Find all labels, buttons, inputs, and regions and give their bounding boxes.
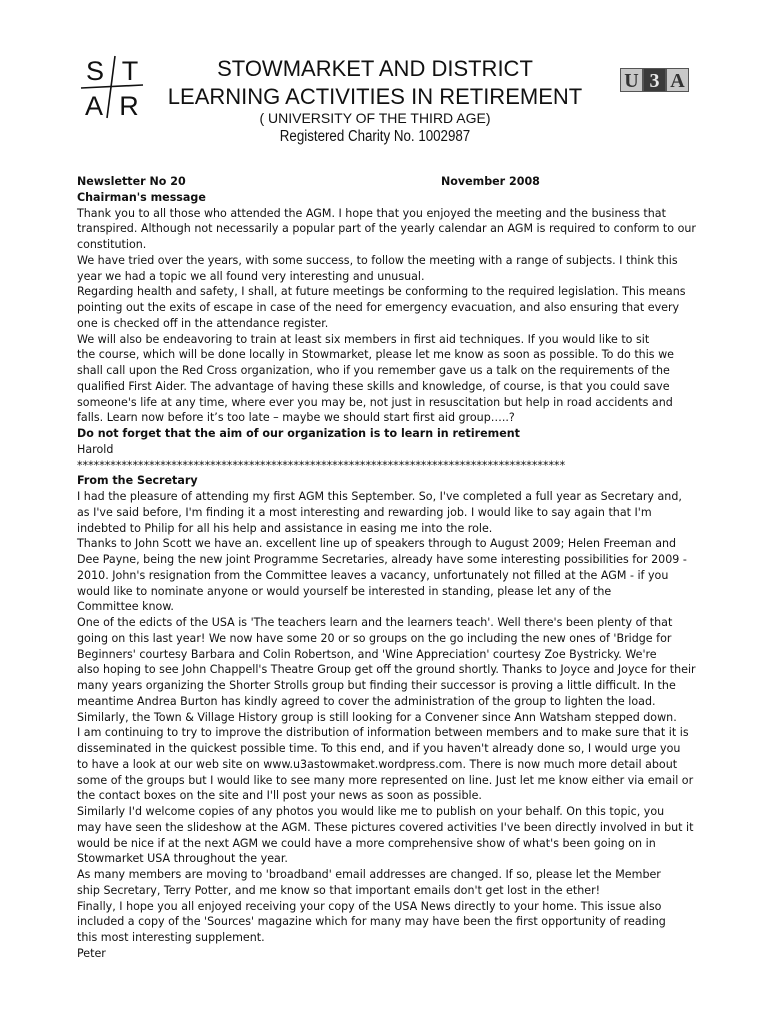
star-logo-graphic: [77, 52, 147, 122]
text-line: may have seen the slideshow at the AGM. These pictures covered activities I've been directly involved in but it: [77, 820, 694, 834]
text-line: one is checked off in the attendance register.: [77, 316, 329, 330]
badge-letter-a: A: [666, 68, 689, 92]
badge-letter-3: 3: [643, 68, 666, 92]
charity-number: Registered Charity No. 1002987: [279, 128, 471, 145]
badge-letter-u: U: [620, 68, 643, 92]
chairman-message: [77, 206, 702, 427]
text-line: Similarly, the Town & Village History group is still looking for a Convener since Ann Watsham stepped down.: [77, 710, 677, 724]
newsletter-meta: [77, 174, 702, 190]
text-line: this most interesting supplement.: [77, 931, 265, 944]
org-name: STOWMARKET AND DISTRICT: [217, 56, 533, 81]
text-line: the course, which will be done locally in Stowmarket, please let me know as soon as possible. To do this we: [77, 348, 674, 362]
text-line: falls. Learn now before it’s too late – maybe we should start first aid group…..?: [77, 411, 515, 425]
secretary-message: [77, 489, 702, 946]
text-line: also hoping to see John Chappell's Theatre Group get off the ground shortly. Thanks to Joyce and Joyce for their: [77, 663, 696, 677]
org-tagline: ( UNIVERSITY OF THE THIRD AGE): [259, 110, 491, 126]
text-line: included a copy of the 'Sources' magazine which for many may have been the first opportunity of reading: [77, 915, 666, 929]
text-line: Dee Payne, being the new joint Programme Secretaries, already have some interesting possibilities for 2009 -: [77, 553, 687, 566]
logo-letter-s: S: [85, 56, 105, 86]
text-line: disseminated in the quickest possible time. To this end, and if you haven't already done so, I would urge you: [77, 742, 681, 755]
chairman-signature: Harold: [77, 442, 114, 456]
text-line: 2010. John's resignation from the Committee leaves a vacancy, unfortunately not filled at the AGM - if you: [77, 568, 669, 582]
text-line: constitution.: [77, 238, 147, 251]
chairman-heading: Chairman's message: [77, 190, 206, 204]
text-line: Committee know.: [77, 600, 174, 614]
text-line: I am continuing to try to improve the distribution of information between members and to make sure that it is: [77, 726, 689, 740]
text-line: ship Secretary, Terry Potter, and me know so that important emails don't get lost in the ether!: [77, 883, 601, 897]
star-logo: [77, 52, 147, 122]
text-line: I had the pleasure of attending my first AGM this September. So, I've completed a full year as Secretary and,: [77, 490, 682, 503]
text-line: the contact boxes on the site and I'll post your news as soon as possible.: [77, 789, 482, 803]
text-line: going on this last year! We now have some 20 or so groups on the go including the new ones of 'Bridge for: [77, 631, 672, 645]
logo-letter-t: T: [121, 56, 139, 86]
text-line: to have a look at our web site on www.u3astowmaket.wordpress.com. There is now much more detail about: [77, 757, 678, 771]
text-line: Thanks to John Scott we have an. excellent line up of speakers through to August 2009; Helen Freeman and: [77, 537, 677, 551]
text-line: Similarly I'd welcome copies of any photos you would like me to publish on your behalf. On this topic, you: [77, 805, 665, 818]
text-line: As many members are moving to 'broadband' email addresses are changed. If so, please let the Member: [77, 868, 661, 881]
text-line: Regarding health and safety, I shall, at future meetings be conforming to the required legislation. This means: [77, 285, 686, 299]
text-line: year we had a topic we all found very interesting and unusual.: [77, 269, 425, 283]
text-line: shall call upon the Red Cross organization, who if you remember gave us a talk on the requirements of the: [77, 364, 670, 377]
text-line: One of the edicts of the USA is 'The teachers learn and the learners teach'. Well there's been plenty of that: [77, 616, 673, 629]
text-line: We have tried over the years, with some success, to follow the meeting with a range of subjects. I think this: [77, 253, 678, 267]
text-line: Thank you to all those who attended the AGM. I hope that you enjoyed the meeting and the business that: [77, 206, 666, 220]
text-line: would be nice if at the next AGM we could have a more comprehensive show of what's been going on in: [77, 836, 656, 850]
text-line: We will also be endeavoring to train at least six members in first aid techniques. If you would like to sit: [77, 332, 650, 346]
text-line: someone's life at any time, where ever you may be, not just in resuscitation but help in road accidents and: [77, 395, 673, 409]
u3a-badge: [620, 68, 689, 92]
section-divider: ****************************************************************************************: [77, 458, 566, 472]
newsletter-date: November 2008: [441, 175, 540, 188]
text-line: pointing out the exits of escape in case of the need for emergency evacuation, and also ensuring that every: [77, 301, 680, 314]
text-line: indebted to Philip for all his help and assistance in easing me into the role.: [77, 521, 493, 535]
text-line: many years organizing the Shorter Strolls group but finding their successor is proving a little difficult. In the: [77, 679, 676, 692]
newsletter-number: Newsletter No 20: [77, 175, 186, 188]
text-line: some of the groups but I would like to see many more represented on line. Just let me know either via email or: [77, 773, 694, 787]
text-line: as I've said before, I'm finding it a most interesting and rewarding job. I would like to say again that I'm: [77, 505, 652, 519]
secretary-heading: From the Secretary: [77, 474, 198, 488]
logo-letter-r: R: [119, 91, 139, 121]
text-line: Finally, I hope you all enjoyed receiving your copy of the USA News directly to your home. This issue also: [77, 899, 662, 913]
text-line: Beginners' courtesy Barbara and Colin Robertson, and 'Wine Appreciation' courtesy Zoe Bystricky. We're: [77, 647, 657, 661]
newsletter-body: [77, 174, 702, 962]
logo-letter-a: A: [84, 91, 104, 121]
text-line: Stowmarket USA throughout the year.: [77, 852, 288, 866]
text-line: would like to nominate anyone or would yourself be interested in standing, please let any of the: [77, 584, 612, 598]
chairman-emphasis: Do not forget that the aim of our organization is to learn in retirement: [77, 427, 520, 440]
text-line: transpired. Although not necessarily a popular part of the yearly calendar an AGM is required to conform to our: [77, 222, 696, 236]
org-subtitle: LEARNING ACTIVITIES IN RETIREMENT: [167, 84, 583, 109]
secretary-signature: Peter: [77, 946, 106, 960]
text-line: meantime Andrea Burton has kindly agreed to cover the administration of the group to lighten the load.: [77, 694, 656, 708]
text-line: qualified First Aider. The advantage of having these skills and knowledge, of course, is that you could save: [77, 379, 670, 393]
